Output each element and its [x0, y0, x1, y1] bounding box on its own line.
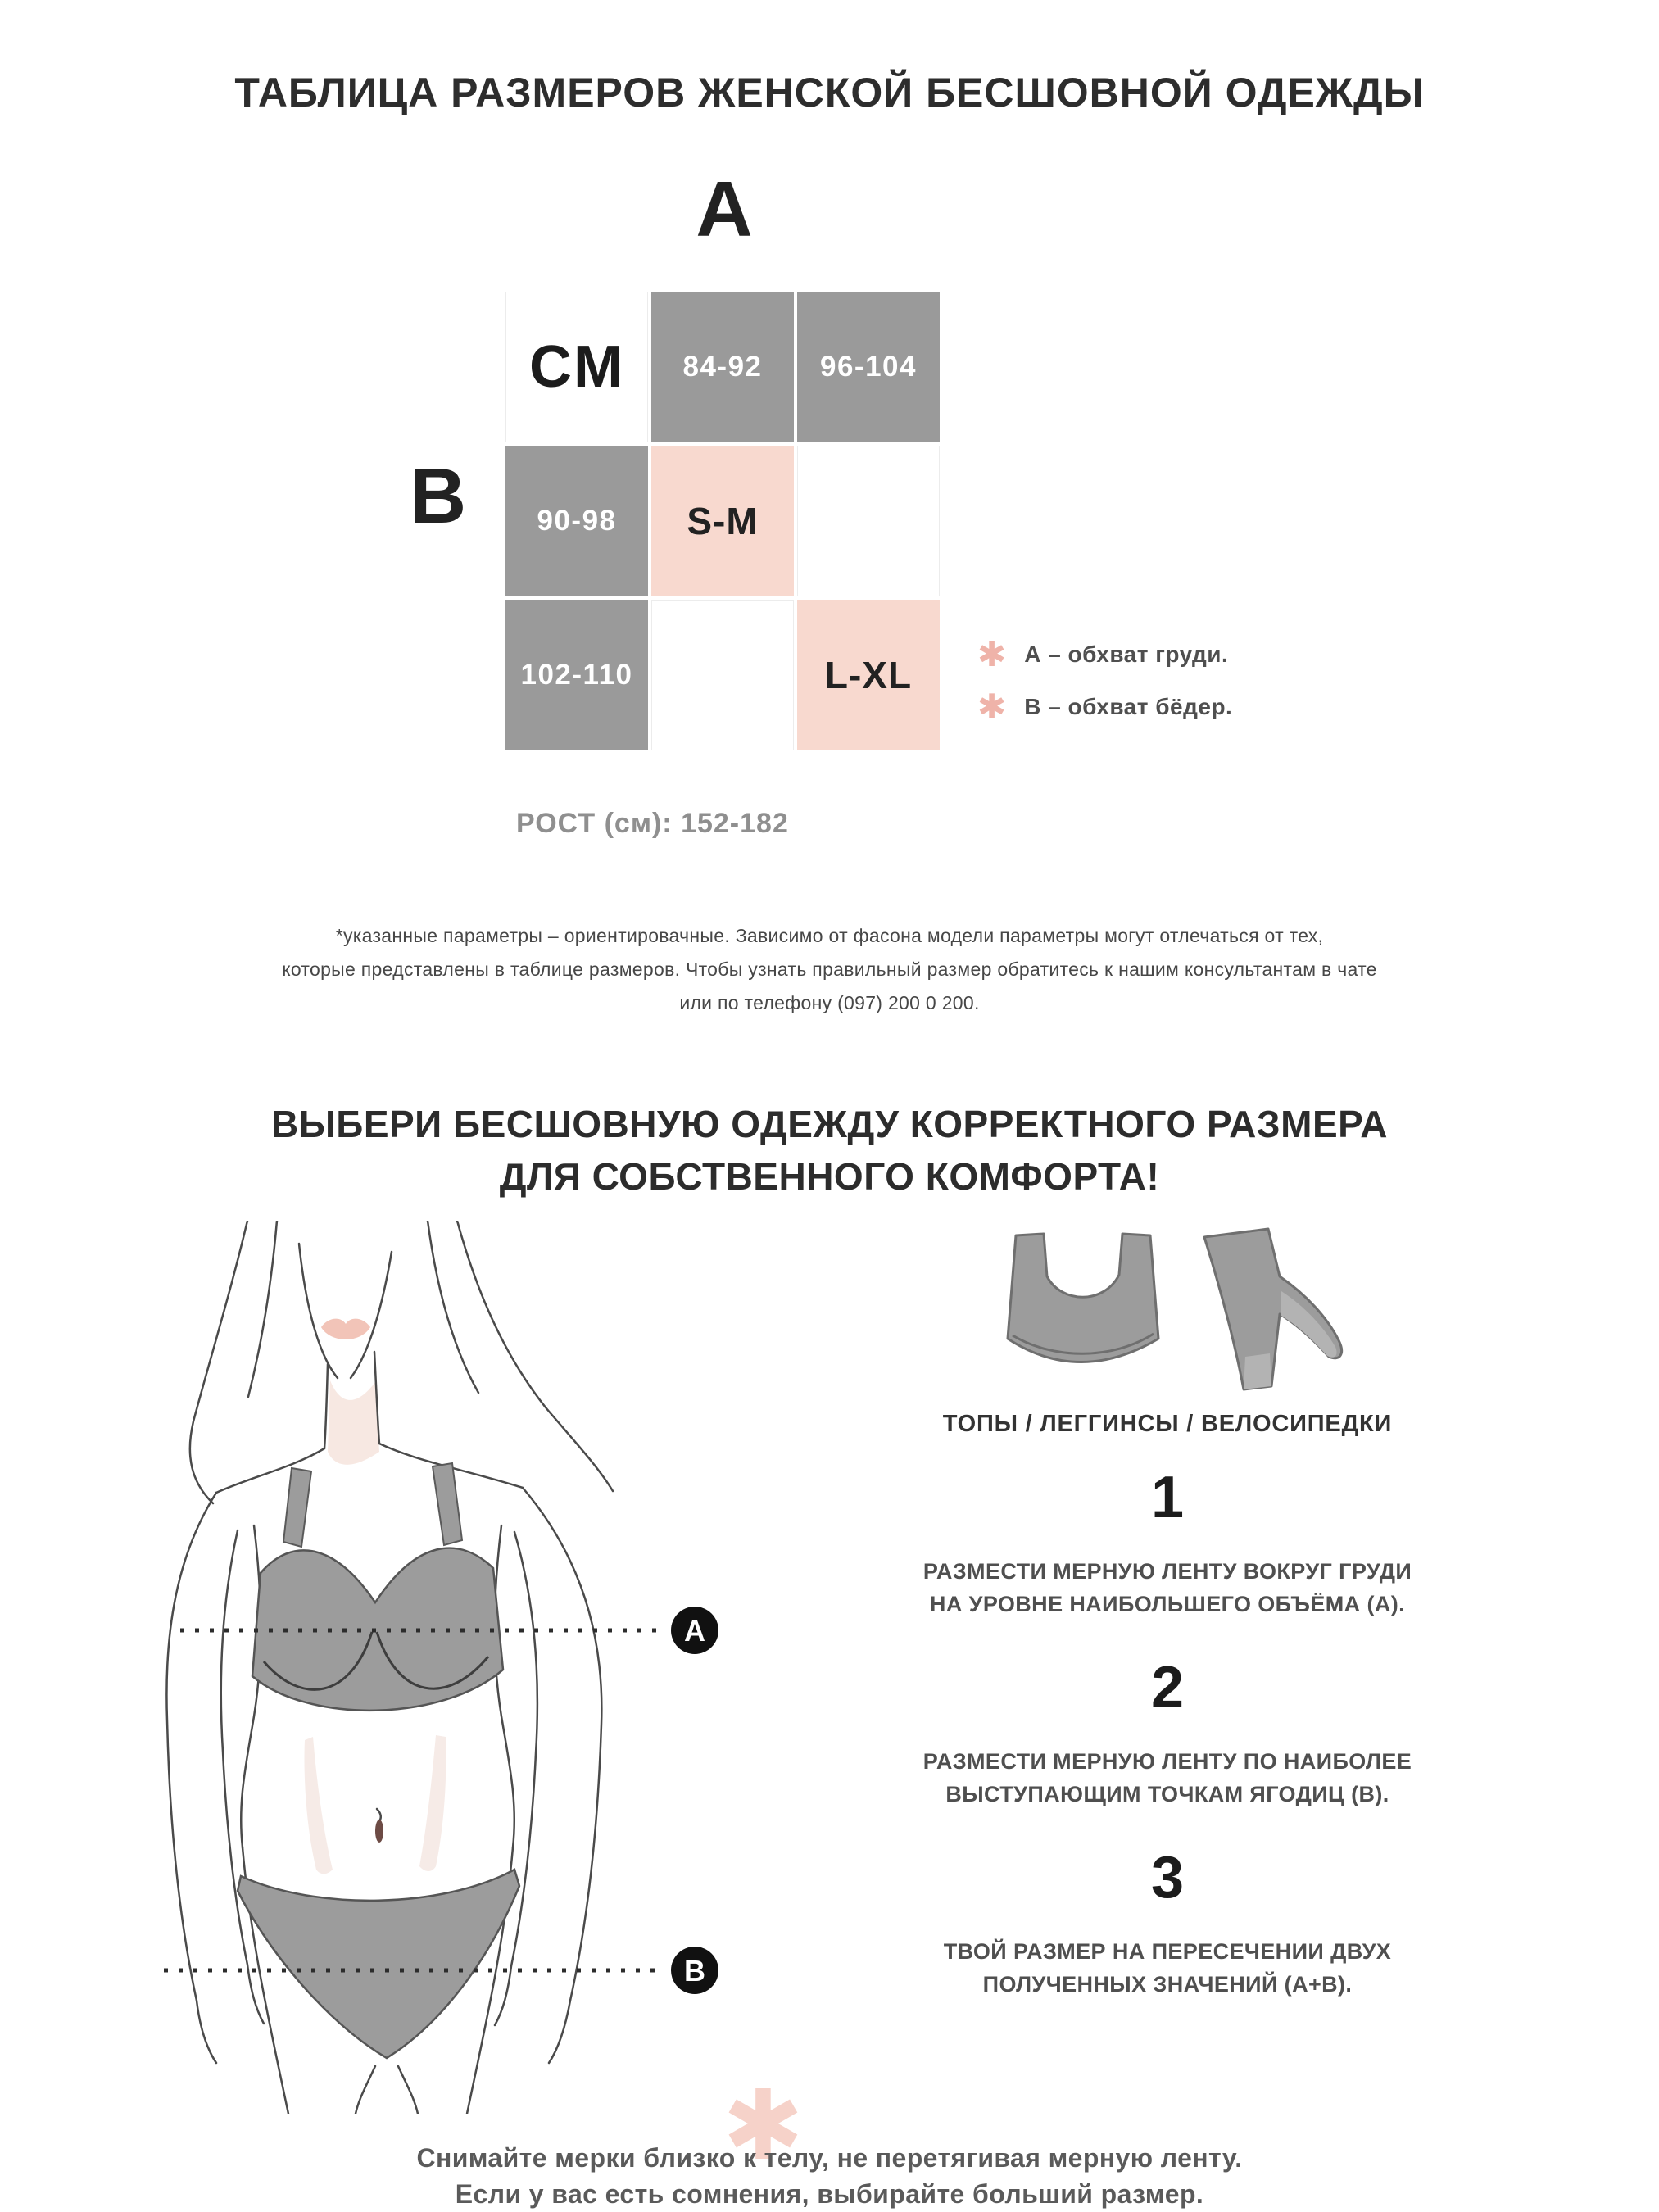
inner-thigh-left [356, 2066, 375, 2114]
advice-line1: Снимайте мерки близко к телу, не перетягивая мерную ленту. [416, 2143, 1243, 2173]
leggings-icon [1204, 1229, 1342, 1389]
asterisk-icon: ✱ [977, 687, 1007, 726]
table-cell-hip-2: 102-110 [505, 600, 648, 750]
lips [321, 1319, 370, 1339]
legend-item-chest [977, 637, 1232, 672]
legend [977, 637, 1232, 724]
step-1-line1: РАЗМЕСТИ МЕРНУЮ ЛЕНТУ ВОКРУГ ГРУДИ [922, 1559, 1412, 1584]
section-heading-line2: ДЛЯ СОБСТВЕННОГО КОМФОРТА! [499, 1155, 1160, 1198]
size-table [505, 292, 940, 750]
arm-left-outer [166, 1493, 216, 2063]
bra-strap-left [283, 1468, 311, 1547]
jaw-right [351, 1252, 392, 1378]
footnote [0, 919, 1659, 1020]
page-title: ТАБЛИЦА РАЗМЕРОВ ЖЕНСКОЙ БЕСШОВНОЙ ОДЕЖДЫ [234, 70, 1425, 116]
table-cell-empty-2 [651, 600, 794, 750]
step-3-line1: ТВОЙ РАЗМЕР НА ПЕРЕСЕЧЕНИИ ДВУХ [943, 1939, 1392, 1964]
table-cell-unit: CM [505, 292, 648, 442]
legend-text-hips: В – обхват бёдер. [1024, 694, 1233, 719]
garments-illustration [1001, 1226, 1345, 1396]
step-2-number: 2 [1150, 1655, 1185, 1720]
torso-shading-right [419, 1735, 446, 1871]
table-cell-chest-2: 96-104 [797, 292, 940, 442]
section-heading [0, 1098, 1659, 1203]
panties [238, 1870, 519, 2058]
table-cell-empty-1 [797, 446, 940, 596]
axis-a-label: A [696, 165, 753, 253]
neck-shading [328, 1380, 379, 1465]
hair-left-outer [190, 1221, 247, 1503]
asterisk-icon: ✱ [977, 635, 1007, 673]
step-2-line2: ВЫСТУПАЮЩИМ ТОЧКАМ ЯГОДИЦ (В). [945, 1782, 1389, 1806]
sports-bra-icon [1008, 1234, 1158, 1362]
measurement-steps [840, 1465, 1495, 2038]
garments-label: ТОПЫ / ЛЕГГИНСЫ / ВЕЛОСИПЕДКИ [942, 1411, 1393, 1437]
step-3-line2: ПОЛУЧЕННЫХ ЗНАЧЕНИЙ (А+В). [982, 1972, 1353, 1997]
bra-strap-right [433, 1463, 462, 1545]
step-1-number: 1 [1150, 1465, 1185, 1530]
table-cell-size-lxl: L-XL [797, 600, 940, 750]
hair-right-inner [428, 1221, 478, 1393]
advice-line2: Если у вас есть сомнения, выбирайте больший размер. [455, 2179, 1204, 2209]
footnote-line: которые представлены в таблице размеров. Чтобы узнать правильный размер обратитесь к нашим консультантам в чате [282, 959, 1377, 980]
neck-left [324, 1364, 328, 1448]
table-cell-chest-1: 84-92 [651, 292, 794, 442]
body-measurement-figure [131, 1221, 786, 2114]
step-2-line1: РАЗМЕСТИ МЕРНУЮ ЛЕНТУ ПО НАИБОЛЕЕ [922, 1749, 1412, 1774]
step-1-text [923, 1555, 1412, 1620]
legend-text-chest: А – обхват груди. [1024, 641, 1229, 667]
section-heading-line1: ВЫБЕРИ БЕСШОВНУЮ ОДЕЖДУ КОРРЕКТНОГО РАЗМЕРА [271, 1103, 1388, 1145]
hair-left-inner [248, 1221, 277, 1397]
bra [252, 1548, 503, 1711]
legend-item-hips [977, 687, 1233, 726]
measure-badge-a-label: A [684, 1614, 705, 1648]
torso-left [241, 1525, 261, 1847]
step-1-line2: НА УРОВНЕ НАИБОЛЬШЕГО ОБЪЁМА (А). [929, 1592, 1406, 1616]
hair-right-outer [457, 1221, 613, 1491]
table-cell-hip-1: 90-98 [505, 446, 648, 596]
jaw-left [299, 1244, 338, 1378]
height-note: РОСТ (см): 152-182 [516, 808, 789, 839]
footnote-line: *указанные параметры – ориентировачные. Зависимо от фасона модели параметры могут отлечаться от тех, [335, 925, 1324, 946]
axis-b-label: B [409, 452, 467, 540]
body-figure-illustration [131, 1221, 786, 2114]
leggings-ankle-highlight [1244, 1353, 1271, 1389]
measuring-advice [0, 2140, 1659, 2212]
inner-thigh-right [398, 2066, 418, 2114]
footnote-line: или по телефону (097) 200 0 200. [679, 992, 980, 1013]
garment-icons [1001, 1226, 1345, 1396]
table-cell-size-sm: S-M [651, 446, 794, 596]
step-3-text [944, 1935, 1391, 2001]
torso-shading-left [305, 1737, 333, 1874]
step-2-text [923, 1745, 1412, 1811]
arm-right-inner [495, 1532, 537, 2025]
asterisk-icon: ✱ [723, 2072, 804, 2180]
torso-right [495, 1525, 514, 1847]
measure-badge-b-label: B [684, 1954, 705, 1988]
navel [375, 1820, 383, 1843]
step-3-number: 3 [1150, 1845, 1185, 1911]
